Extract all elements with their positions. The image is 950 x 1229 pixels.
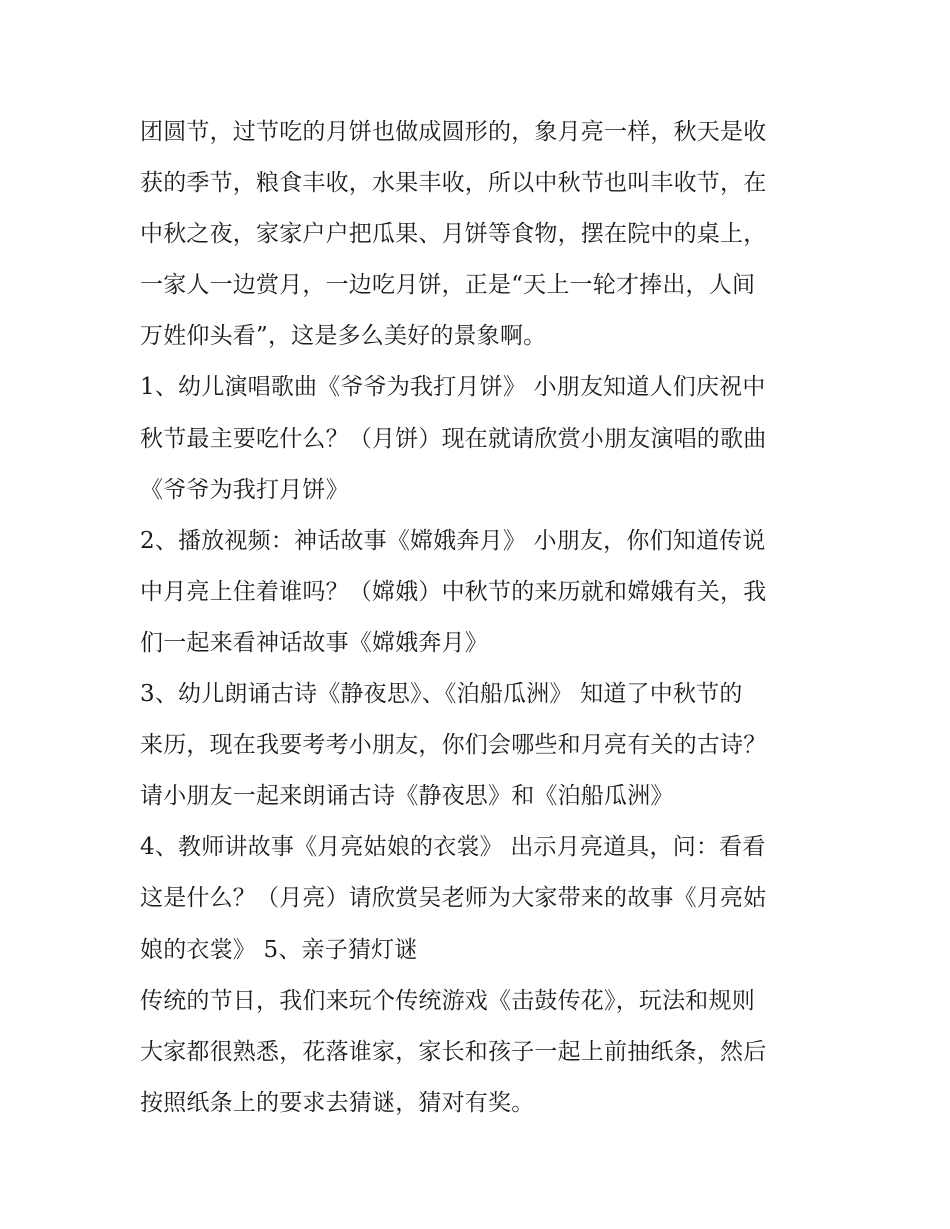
text-line: 万姓仰头看”，这是多么美好的景象啊。 <box>140 323 547 350</box>
text-line: 《爷爷为我打月饼》 <box>140 476 349 503</box>
document-page <box>140 107 820 1129</box>
text-line: 来历，现在我要考考小朋友，你们会哪些和月亮有关的古诗？ <box>140 732 767 759</box>
text-line: 4、教师讲故事《月亮姑娘的衣裳》 出示月亮道具，问：看看 <box>140 834 766 861</box>
text-line: 中月亮上住着谁吗？（嫦娥）中秋节的来历就和嫦娥有关，我 <box>140 578 767 605</box>
text-line: 3、幼儿朗诵古诗《静夜思》、《泊船瓜洲》 知道了中秋节的 <box>140 681 743 708</box>
text-line: 团圆节，过节吃的月饼也做成圆形的，象月亮一样，秋天是收 <box>140 119 767 145</box>
text-line: 大家都很熟悉，花落谁家，家长和孩子一起上前抽纸条，然后 <box>140 1038 767 1065</box>
text-line: 传统的节日，我们来玩个传统游戏《击鼓传花》，玩法和规则 <box>140 987 755 1014</box>
text-line: 中秋之夜，家家户户把瓜果、月饼等食物，摆在院中的桌上， <box>140 221 767 248</box>
text-line: 们一起来看神话故事《嫦娥奔月》 <box>140 629 488 656</box>
text-line: 获的季节，粮食丰收，水果丰收，所以中秋节也叫丰收节，在 <box>140 170 767 197</box>
text-line: 秋节最主要吃什么？（月饼）现在就请欣赏小朋友演唱的歌曲 <box>140 425 767 452</box>
text-line: 按照纸条上的要求去猜谜，猜对有奖。 <box>140 1089 535 1116</box>
text-line: 1、幼儿演唱歌曲《爷爷为我打月饼》 小朋友知道人们庆祝中 <box>140 374 766 401</box>
text-line: 娘的衣裳》 5、亲子猜灯谜 <box>140 936 418 963</box>
text-line: 2、播放视频：神话故事《嫦娥奔月》 小朋友，你们知道传说 <box>140 527 766 554</box>
text-line: 这是什么？（月亮）请欣赏吴老师为大家带来的故事《月亮姑 <box>140 885 767 912</box>
text-line: 一家人一边赏月，一边吃月饼，正是“天上一轮才捧出，人间 <box>140 272 756 299</box>
text-line: 请小朋友一起来朗诵古诗《静夜思》和《泊船瓜洲》 <box>140 783 674 810</box>
